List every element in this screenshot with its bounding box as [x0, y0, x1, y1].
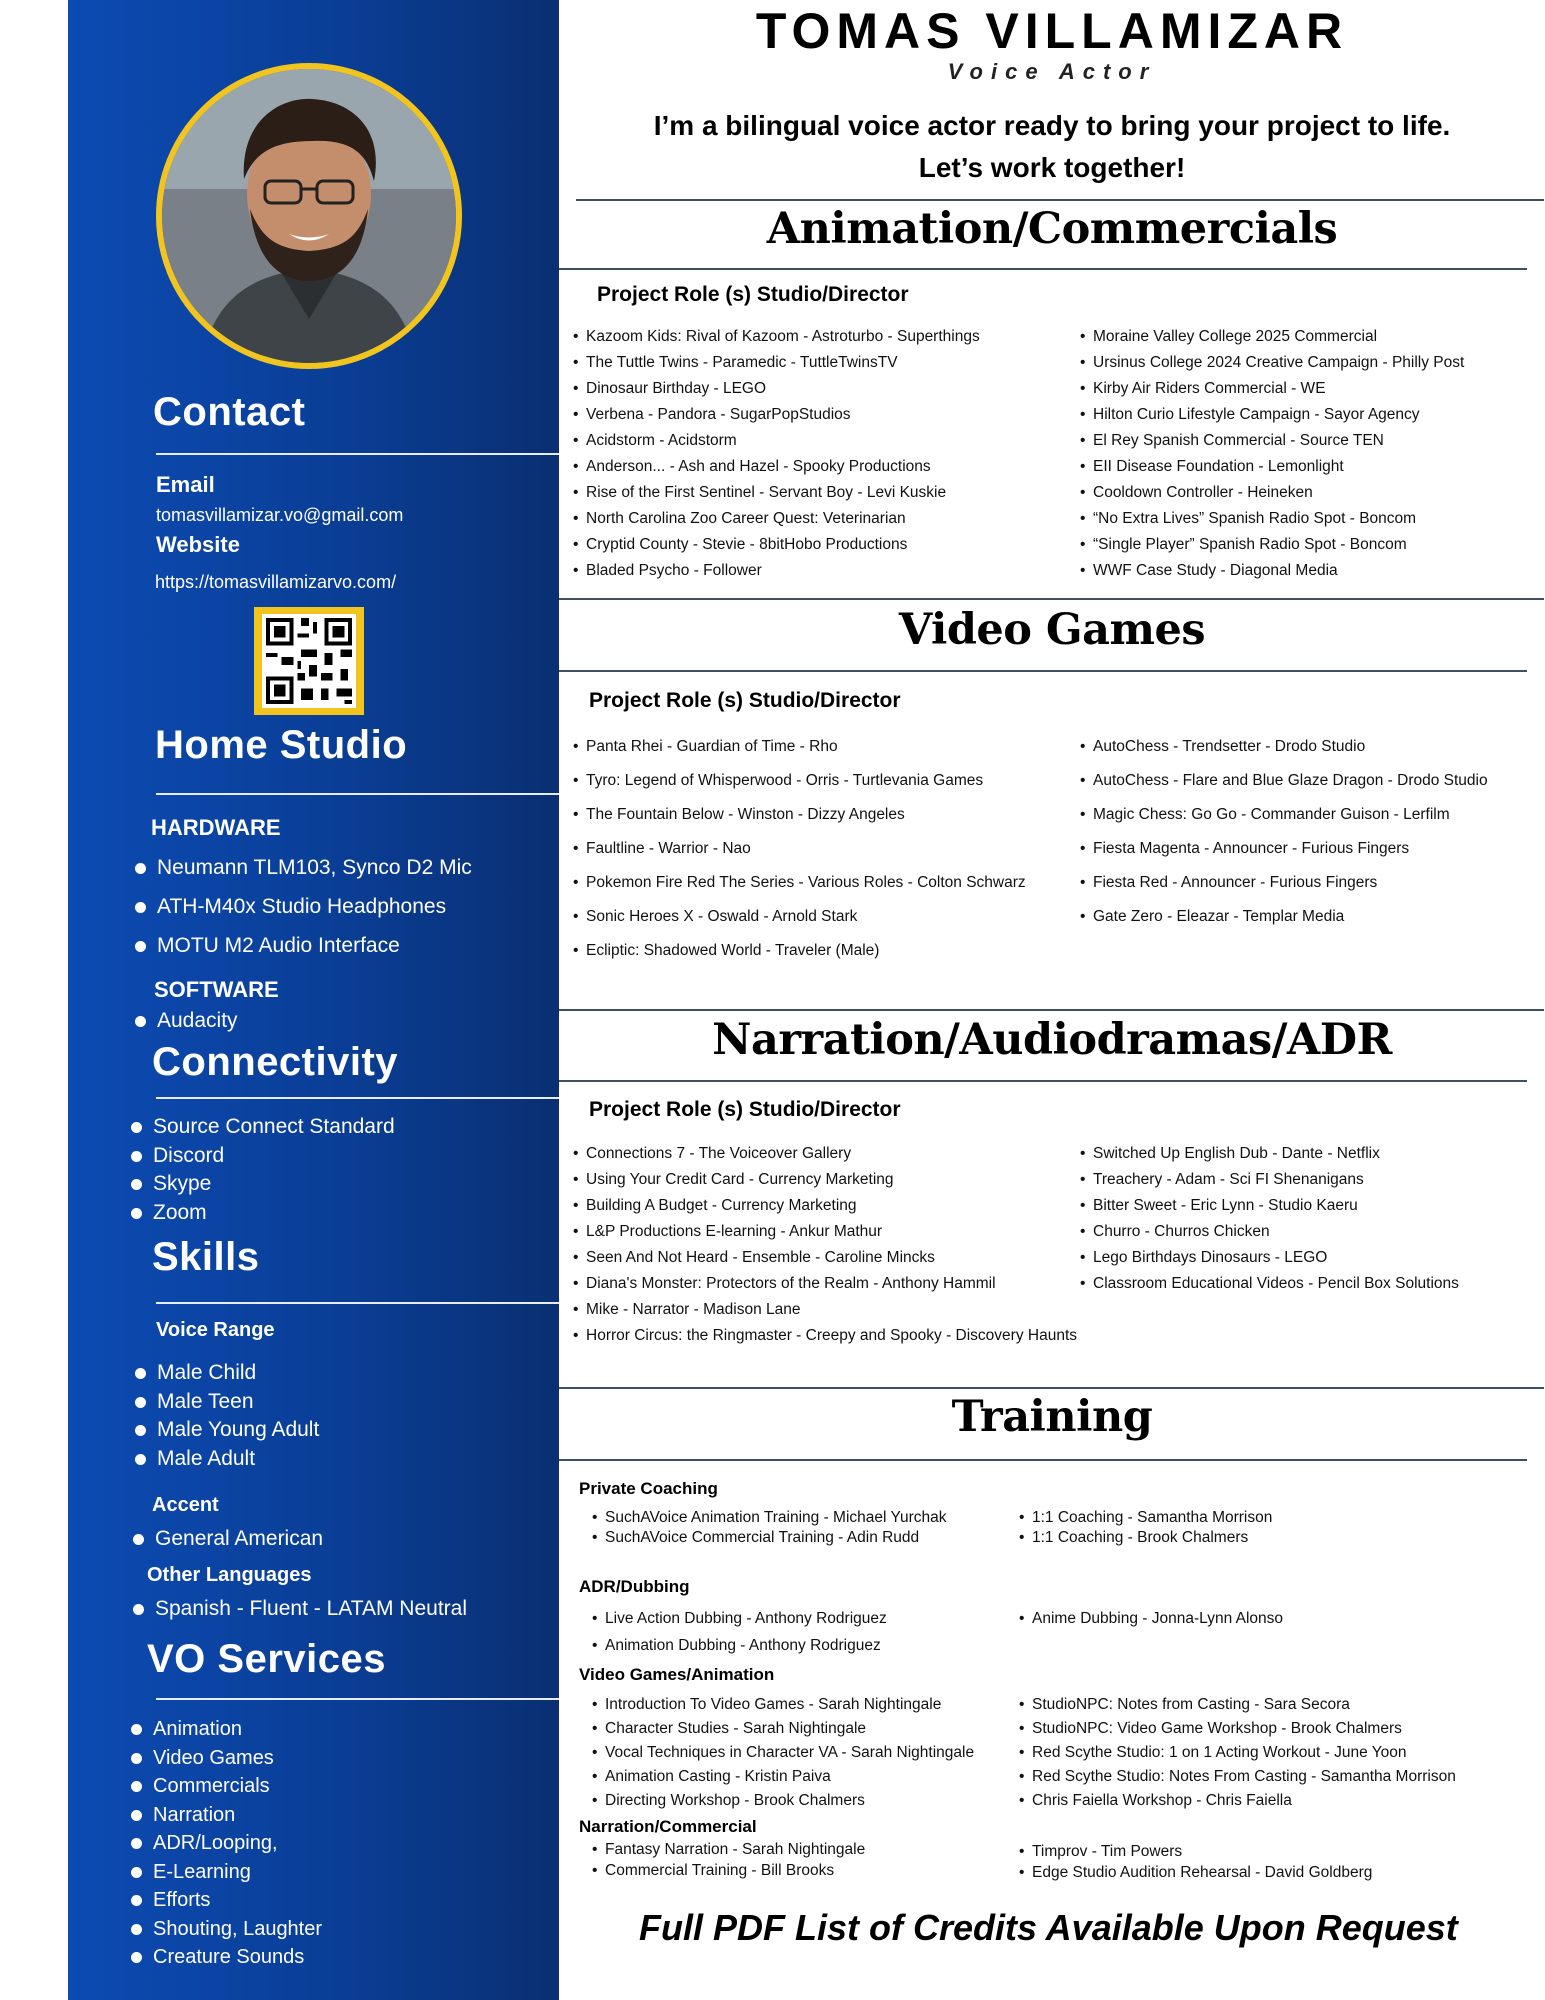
training-item: • Red Scythe Studio: Notes From Casting - Samantha Morrison [1019, 1765, 1456, 1789]
credit-item: • Using Your Credit Card - Currency Marketing [573, 1167, 1077, 1193]
private-coaching-label: Private Coaching [579, 1479, 718, 1498]
training-item: • Red Scythe Studio: 1 on 1 Acting Workout - June Yoon [1019, 1741, 1456, 1765]
narration-commercial-label: Narration/Commercial [579, 1817, 757, 1836]
credit-item: • AutoChess - Trendsetter - Drodo Studio [1080, 730, 1488, 764]
animation-credits-right [1080, 324, 1464, 584]
games-credits-left [573, 730, 1026, 968]
credit-item: • Treachery - Adam - Sci FI Shenanigans [1080, 1167, 1459, 1193]
credit-item: • Pokemon Fire Red The Series - Various Roles - Colton Schwarz [573, 866, 1026, 900]
software-list [135, 1009, 238, 1033]
connectivity-item: Skype [131, 1170, 395, 1199]
credit-item: • EII Disease Foundation - Lemonlight [1080, 454, 1464, 480]
vo-service-item: Animation [131, 1715, 322, 1744]
credit-item: • Panta Rhei - Guardian of Time - Rho [573, 730, 1026, 764]
credit-item: • North Carolina Zoo Career Quest: Veterinarian [573, 506, 980, 532]
section-divider [559, 1080, 1527, 1082]
training-item: • Edge Studio Audition Rehearsal - David Goldberg [1019, 1862, 1372, 1883]
training-item: • Live Action Dubbing - Anthony Rodriguez [592, 1605, 887, 1632]
credit-item: • “Single Player” Spanish Radio Spot - Boncom [1080, 532, 1464, 558]
credit-item: • Mike - Narrator - Madison Lane [573, 1297, 1077, 1323]
hardware-list [135, 848, 472, 965]
hardware-item: ATH-M40x Studio Headphones [135, 887, 472, 926]
vo-services-divider [156, 1698, 559, 1700]
profile-photo [156, 63, 462, 369]
connectivity-item: Discord [131, 1142, 395, 1171]
voice-range-item: Male Adult [135, 1445, 319, 1474]
accent-list [133, 1527, 323, 1551]
narration-heading: Narration/Audiodramas/ADR [712, 1015, 1392, 1065]
training-item: • Timprov - Tim Powers [1019, 1841, 1372, 1862]
connectivity-item: Source Connect Standard [131, 1113, 395, 1142]
credit-item: • Sonic Heroes X - Oswald - Arnold Stark [573, 900, 1026, 934]
training-item: • StudioNPC: Video Game Workshop - Brook Chalmers [1019, 1717, 1456, 1741]
skills-heading: Skills [152, 1235, 260, 1279]
voice-range-item: Male Teen [135, 1388, 319, 1417]
section-divider [559, 598, 1544, 600]
credit-item: • Building A Budget - Currency Marketing [573, 1193, 1077, 1219]
connectivity-list [131, 1113, 395, 1227]
vo-services-list [131, 1715, 322, 1972]
games-animation-right [1019, 1693, 1456, 1813]
credit-item: • Seen And Not Heard - Ensemble - Caroline Mincks [573, 1245, 1077, 1271]
credit-item: • Cooldown Controller - Heineken [1080, 480, 1464, 506]
software-item: Audacity [135, 1009, 238, 1033]
credit-item: • Kazoom Kids: Rival of Kazoom - Astroturbo - Superthings [573, 324, 980, 350]
credit-item: • Magic Chess: Go Go - Commander Guison - Lerfilm [1080, 798, 1488, 832]
website-link[interactable]: https://tomasvillamizarvo.com/ [155, 572, 397, 592]
training-item: • Character Studies - Sarah Nightingale [592, 1717, 974, 1741]
qr-code-icon[interactable] [254, 607, 364, 715]
animation-heading: Animation/Commercials [766, 204, 1338, 254]
credit-item: • El Rey Spanish Commercial - Source TEN [1080, 428, 1464, 454]
vo-services-heading: VO Services [147, 1637, 386, 1681]
games-credits-right [1080, 730, 1488, 934]
sidebar [68, 0, 559, 2000]
voice-range-label: Voice Range [156, 1319, 275, 1341]
section-divider [559, 1009, 1544, 1011]
vo-service-item: Efforts [131, 1886, 322, 1915]
section-divider [559, 1387, 1544, 1389]
credit-item: • The Fountain Below - Winston - Dizzy Angeles [573, 798, 1026, 832]
training-item: • Fantasy Narration - Sarah Nightingale [592, 1839, 865, 1860]
games-animation-left [592, 1693, 974, 1813]
section-divider [559, 268, 1527, 270]
credit-item: • Lego Birthdays Dinosaurs - LEGO [1080, 1245, 1459, 1271]
credit-item: • WWF Case Study - Diagonal Media [1080, 558, 1464, 584]
hardware-label: HARDWARE [151, 815, 281, 840]
vo-service-item: Narration [131, 1801, 322, 1830]
vo-service-item: Commercials [131, 1772, 322, 1801]
tagline-line-2: Let’s work together! [918, 152, 1186, 183]
training-item: • Animation Casting - Kristin Paiva [592, 1765, 974, 1789]
video-games-heading: Video Games [898, 605, 1206, 655]
tagline-line-1: I’m a bilingual voice actor ready to bring your project to life. [653, 110, 1451, 141]
credit-item: • Diana's Monster: Protectors of the Realm - Anthony Hammil [573, 1271, 1077, 1297]
narration-credits-left [573, 1141, 1077, 1349]
credit-item: • Moraine Valley College 2025 Commercial [1080, 324, 1464, 350]
credit-item: • Classroom Educational Videos - Pencil Box Solutions [1080, 1271, 1459, 1297]
credit-item: • Tyro: Legend of Whisperwood - Orris - Turtlevania Games [573, 764, 1026, 798]
training-item: • SuchAVoice Commercial Training - Adin Rudd [592, 1528, 946, 1548]
private-coaching-right [1019, 1508, 1272, 1548]
training-item: • 1:1 Coaching - Brook Chalmers [1019, 1528, 1272, 1548]
main-content [559, 0, 1545, 2000]
credit-item: • Churro - Churros Chicken [1080, 1219, 1459, 1245]
credit-item: • Switched Up English Dub - Dante - Netflix [1080, 1141, 1459, 1167]
credit-item: • Verbena - Pandora - SugarPopStudios [573, 402, 980, 428]
games-column-header: Project Role (s) Studio/Director [589, 689, 901, 712]
section-divider [576, 199, 1544, 201]
training-item: • Chris Faiella Workshop - Chris Faiella [1019, 1789, 1456, 1813]
connectivity-heading: Connectivity [152, 1040, 399, 1084]
training-item: • Anime Dubbing - Jonna-Lynn Alonso [1019, 1605, 1283, 1632]
connectivity-item: Zoom [131, 1199, 395, 1228]
website-label: Website [156, 532, 240, 557]
narration-commercial-left [592, 1839, 865, 1881]
language-item: Spanish - Fluent - LATAM Neutral [133, 1597, 467, 1621]
credit-item: • Gate Zero - Eleazar - Templar Media [1080, 900, 1488, 934]
credit-item: • The Tuttle Twins - Paramedic - TuttleTwinsTV [573, 350, 980, 376]
languages-list [133, 1597, 467, 1621]
hardware-item: MOTU M2 Audio Interface [135, 926, 472, 965]
home-studio-heading: Home Studio [155, 723, 408, 767]
languages-label: Other Languages [147, 1564, 312, 1586]
credit-item: • Dinosaur Birthday - LEGO [573, 376, 980, 402]
section-divider [559, 1459, 1527, 1461]
credit-item: • Bitter Sweet - Eric Lynn - Studio Kaeru [1080, 1193, 1459, 1219]
voice-range-list [135, 1359, 319, 1473]
adr-dubbing-left [592, 1605, 887, 1659]
narration-credits-right [1080, 1141, 1459, 1297]
credit-item: • “No Extra Lives” Spanish Radio Spot - Boncom [1080, 506, 1464, 532]
credit-item: • Bladed Psycho - Follower [573, 558, 980, 584]
vo-service-item: Video Games [131, 1744, 322, 1773]
vo-service-item: E-Learning [131, 1858, 322, 1887]
games-animation-label: Video Games/Animation [579, 1665, 775, 1684]
training-item: • SuchAVoice Animation Training - Michael Yurchak [592, 1508, 946, 1528]
adr-dubbing-right [1019, 1605, 1283, 1632]
narration-commercial-right [1019, 1841, 1372, 1883]
credit-item: • AutoChess - Flare and Blue Glaze Dragon - Drodo Studio [1080, 764, 1488, 798]
credit-item: • Connections 7 - The Voiceover Gallery [573, 1141, 1077, 1167]
animation-credits-left [573, 324, 980, 584]
actor-name: TOMAS VILLAMIZAR [755, 3, 1349, 59]
credit-item: • Ecliptic: Shadowed World - Traveler (Male) [573, 934, 1026, 968]
voice-range-item: Male Child [135, 1359, 319, 1388]
training-item: • StudioNPC: Notes from Casting - Sara Secora [1019, 1693, 1456, 1717]
credit-item: • Cryptid County - Stevie - 8bitHobo Productions [573, 532, 980, 558]
training-heading: Training [951, 1392, 1153, 1442]
adr-dubbing-label: ADR/Dubbing [579, 1577, 690, 1596]
credit-item: • Kirby Air Riders Commercial - WE [1080, 376, 1464, 402]
software-label: SOFTWARE [154, 977, 279, 1002]
narration-column-header: Project Role (s) Studio/Director [589, 1098, 901, 1121]
private-coaching-left [592, 1508, 946, 1548]
credit-item: • Rise of the First Sentinel - Servant Boy - Levi Kuskie [573, 480, 980, 506]
skills-divider [156, 1302, 559, 1304]
training-item: • Introduction To Video Games - Sarah Nightingale [592, 1693, 974, 1717]
vo-service-item: ADR/Looping, [131, 1829, 322, 1858]
home-studio-divider [156, 793, 559, 795]
credit-item: • Fiesta Magenta - Announcer - Furious Fingers [1080, 832, 1488, 866]
training-item: • Directing Workshop - Brook Chalmers [592, 1789, 974, 1813]
voice-range-item: Male Young Adult [135, 1416, 319, 1445]
training-item: • Commercial Training - Bill Brooks [592, 1860, 865, 1881]
accent-label: Accent [152, 1494, 219, 1516]
email-label: Email [156, 472, 215, 497]
animation-column-header: Project Role (s) Studio/Director [597, 283, 909, 306]
training-item: • 1:1 Coaching - Samantha Morrison [1019, 1508, 1272, 1528]
credit-item: • L&P Productions E-learning - Ankur Mathur [573, 1219, 1077, 1245]
email-link[interactable]: tomasvillamizar.vo@gmail.com [156, 505, 404, 525]
credit-item: • Anderson... - Ash and Hazel - Spooky Productions [573, 454, 980, 480]
section-divider [559, 670, 1527, 672]
vo-service-item: Shouting, Laughter [131, 1915, 322, 1944]
training-item: • Vocal Techniques in Character VA - Sarah Nightingale [592, 1741, 974, 1765]
credit-item: • Acidstorm - Acidstorm [573, 428, 980, 454]
credit-item: • Fiesta Red - Announcer - Furious Fingers [1080, 866, 1488, 900]
connectivity-divider [156, 1097, 559, 1099]
training-item: • Animation Dubbing - Anthony Rodriguez [592, 1632, 887, 1659]
vo-service-item: Creature Sounds [131, 1943, 322, 1972]
hardware-item: Neumann TLM103, Synco D2 Mic [135, 848, 472, 887]
accent-item: General American [133, 1527, 323, 1551]
credit-item: • Ursinus College 2024 Creative Campaign - Philly Post [1080, 350, 1464, 376]
actor-role: Voice Actor [947, 59, 1157, 84]
credit-item: • Hilton Curio Lifestyle Campaign - Sayor Agency [1080, 402, 1464, 428]
contact-heading: Contact [153, 390, 306, 434]
credit-item: • Faultline - Warrior - Nao [573, 832, 1026, 866]
credit-item: • Horror Circus: the Ringmaster - Creepy and Spooky - Discovery Haunts [573, 1323, 1077, 1349]
credits-footer-note: Full PDF List of Credits Available Upon Request [639, 1907, 1458, 1948]
contact-divider [156, 453, 559, 455]
